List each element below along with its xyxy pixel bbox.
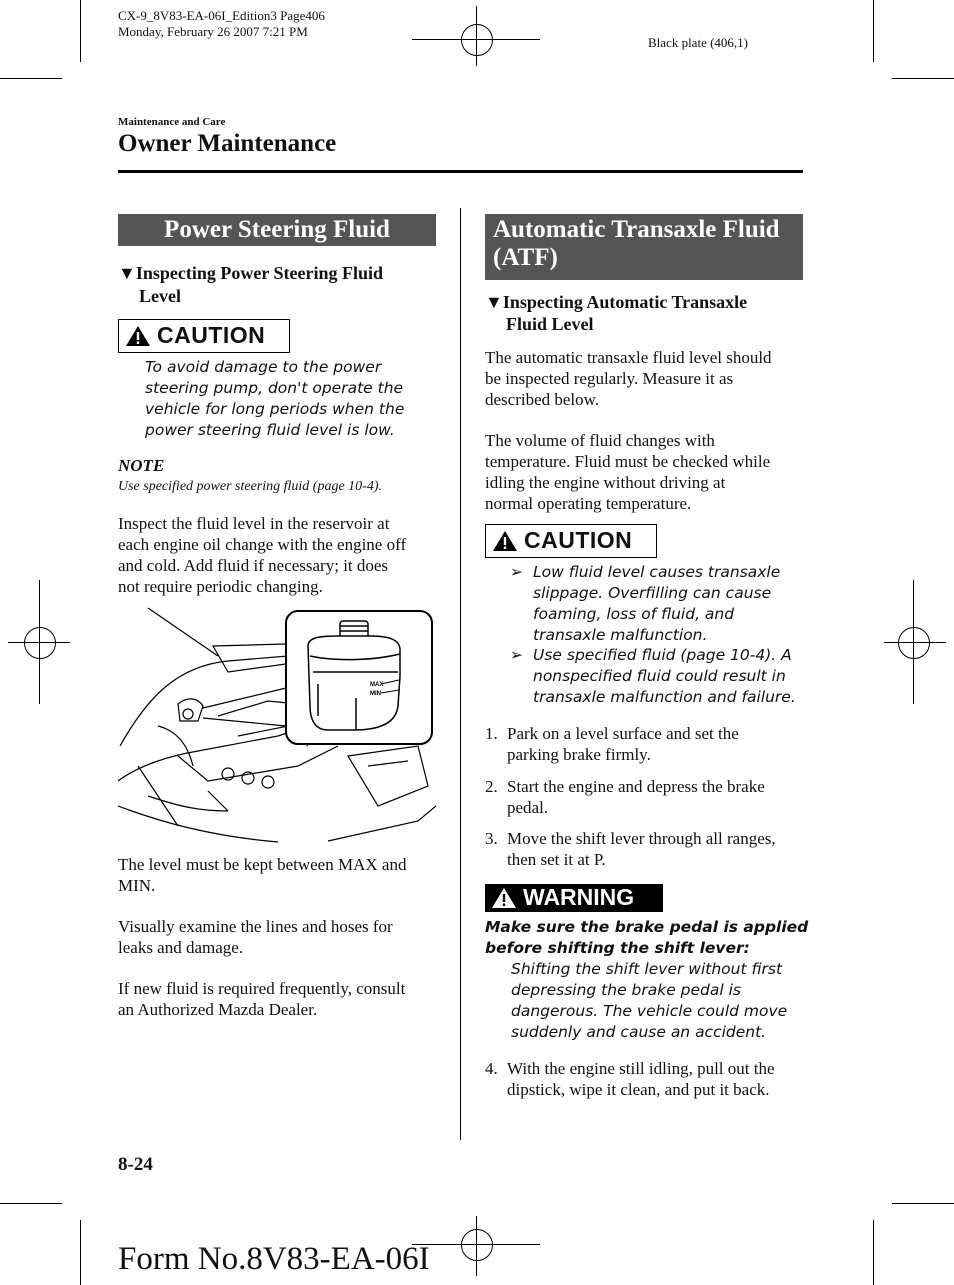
warning-triangle-icon (491, 887, 517, 909)
text-line: Shifting the shift lever without first (511, 960, 783, 978)
text-line: transaxle malfunction. (533, 626, 708, 644)
text-line: not require periodic changing. (118, 577, 323, 596)
text-line: With the engine still idling, pull out the (507, 1059, 775, 1078)
text-line: Inspect the fluid level in the reservoir at (118, 514, 390, 533)
ps-paragraph-3 (118, 916, 393, 958)
page-title: Owner Maintenance (118, 130, 337, 157)
text-line: and cold. Add fluid if necessary; it does (118, 556, 389, 575)
plate-label: Black plate (406,1) (648, 35, 748, 50)
caution-line: To avoid damage to the power (145, 358, 382, 376)
caution-line: vehicle for long periods when the (145, 400, 405, 418)
text-line: Park on a level surface and set the (507, 724, 739, 743)
text-line: depressing the brake pedal is (511, 981, 742, 999)
ps-caution-text (145, 357, 404, 441)
text-line: before shifting the shift lever: (485, 939, 750, 957)
text-line: dipstick, wipe it clean, and put it back. (507, 1080, 770, 1099)
text-line: idling the engine without driving at (485, 473, 726, 492)
text-line: temperature. Fluid must be checked while (485, 452, 771, 471)
caution-label: CAUTION (157, 322, 266, 348)
bullet-arrow-icon: ➢ (510, 646, 523, 664)
warning-triangle-icon (492, 530, 518, 552)
text-line: nonspecified fluid could result in (533, 667, 786, 685)
banner-title: Power Steering Fluid (164, 216, 390, 243)
text-line: an Authorized Mazda Dealer. (118, 1000, 318, 1019)
text-line: transaxle malfunction and failure. (533, 688, 796, 706)
ps-paragraph-1 (118, 513, 406, 597)
step-number: 2. (485, 777, 498, 796)
text-line: leaks and damage. (118, 938, 244, 957)
subhead-line2: Level (139, 286, 181, 306)
note-label: NOTE (118, 456, 165, 475)
caution-line: steering pump, don't operate the (145, 379, 404, 397)
caution-badge (485, 524, 657, 558)
text-line: The volume of fluid changes with (485, 431, 715, 450)
text-line: described below. (485, 390, 600, 409)
warning-label: WARNING (523, 884, 635, 910)
warning-triangle-icon (125, 325, 151, 347)
print-file-line2: Monday, February 26 2007 7:21 PM (118, 24, 308, 39)
text-line: parking brake firmly. (507, 745, 651, 764)
column-divider (460, 208, 461, 1140)
triangle-marker-icon: ▼ (485, 292, 503, 312)
text-line: Move the shift lever through all ranges, (507, 829, 776, 848)
step-number: 4. (485, 1059, 498, 1078)
atf-paragraph-1 (485, 347, 772, 410)
triangle-marker-icon: ▼ (118, 263, 136, 283)
text-line: dangerous. The vehicle could move (511, 1002, 788, 1020)
step-number: 1. (485, 724, 498, 743)
text-line: The level must be kept between MAX and (118, 855, 407, 874)
text-line: then set it at P. (507, 850, 606, 869)
subhead-line2: Fluid Level (506, 314, 594, 334)
engine-bay-illustration (118, 606, 436, 846)
text-line: If new fluid is required frequently, consult (118, 979, 406, 998)
form-number: Form No.8V83-EA-06I (118, 1241, 430, 1277)
banner-title-line2: (ATF) (493, 244, 558, 271)
text-line: Visually examine the lines and hoses for (118, 917, 393, 936)
page-number: 8-24 (118, 1154, 153, 1175)
ps-paragraph-4 (118, 978, 405, 1020)
section-label: Maintenance and Care (118, 116, 226, 128)
atf-paragraph-2 (485, 430, 770, 514)
text-line: normal operating temperature. (485, 494, 692, 513)
print-file-line1: CX-9_8V83-EA-06I_Edition3 Page406 (118, 8, 325, 23)
min-label: MIN (370, 691, 381, 697)
warning-body (511, 959, 787, 1043)
text-line: each engine oil change with the engine off (118, 535, 407, 554)
text-line: Start the engine and depress the brake (507, 777, 765, 796)
text-line: Make sure the brake pedal is applied (485, 918, 809, 936)
banner-title-line1: Automatic Transaxle Fluid (493, 216, 780, 243)
ps-paragraph-2 (118, 854, 406, 896)
step-number: 3. (485, 829, 498, 848)
header-rule (118, 170, 803, 173)
warning-badge (485, 884, 663, 912)
power-steering-banner (118, 214, 436, 246)
subhead-line1: Inspecting Power Steering Fluid (135, 263, 383, 283)
text-line: foaming, loss of fluid, and (533, 605, 735, 623)
text-line: slippage. Overfilling can cause (533, 584, 772, 602)
atf-caution-bullet-1 (512, 562, 780, 646)
print-file-info (118, 8, 325, 40)
text-line: MIN. (118, 876, 156, 895)
note-text: Use specified power steering fluid (page 10-4). (118, 479, 383, 494)
caution-badge (118, 319, 290, 353)
text-line: Use specified fluid (page 10-4). A (533, 646, 792, 664)
text-line: The automatic transaxle fluid level should (485, 348, 772, 367)
atf-subheading (485, 291, 747, 313)
max-label: MAX (370, 682, 384, 688)
ps-subheading (118, 262, 383, 284)
text-line: pedal. (507, 798, 549, 817)
atf-caution-bullet-2 (512, 645, 796, 708)
bullet-arrow-icon: ➢ (510, 563, 523, 581)
caution-line: power steering fluid level is low. (145, 421, 395, 439)
text-line: suddenly and cause an accident. (511, 1023, 767, 1041)
atf-banner (485, 214, 803, 280)
subhead-line1: Inspecting Automatic Transaxle (502, 292, 748, 312)
text-line: be inspected regularly. Measure it as (485, 369, 734, 388)
text-line: Low fluid level causes transaxle (533, 563, 781, 581)
caution-label: CAUTION (524, 527, 633, 553)
warning-heading (485, 917, 808, 959)
